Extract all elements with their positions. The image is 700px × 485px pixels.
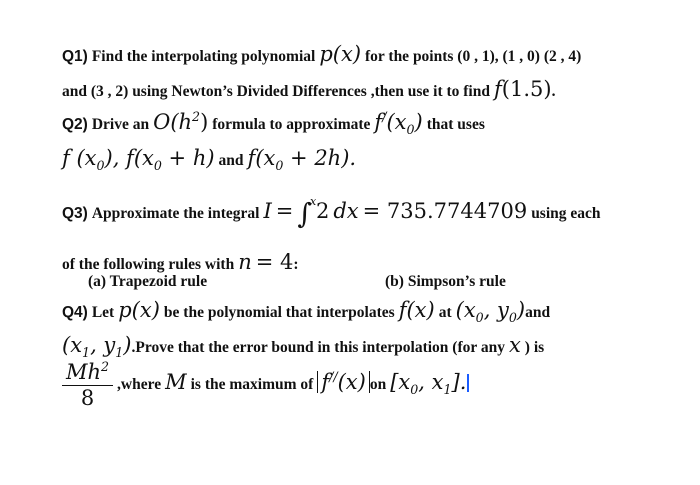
q3-text-a: Approximate the integral bbox=[91, 205, 260, 222]
q4-text-c: .Prove that the error bound in this interpolation (for any bbox=[131, 339, 505, 356]
q4-math-m: M bbox=[165, 370, 187, 395]
q3-math-n: n bbox=[238, 250, 252, 274]
q4-line-1 bbox=[62, 298, 551, 326]
q3-line-2 bbox=[62, 252, 299, 273]
q3-math-eq: = bbox=[275, 199, 294, 223]
q4-text-at: at bbox=[438, 304, 452, 321]
q1-math-f: f bbox=[493, 77, 502, 101]
q3-option-a: (a) Trapezoid rule bbox=[88, 273, 208, 290]
q1-label: Q1) bbox=[62, 48, 88, 65]
q1-math-arg: (1.5) bbox=[501, 77, 552, 101]
q3-options-b bbox=[385, 274, 506, 290]
q3-dx: dx bbox=[333, 199, 359, 223]
q3-value: = 735.7744709 bbox=[362, 199, 528, 223]
q4-text-d: ) is bbox=[524, 339, 545, 356]
q4-math-f: f(x) bbox=[398, 298, 435, 322]
q4-text-f: is the maximum of bbox=[190, 376, 314, 394]
q3-options bbox=[88, 274, 207, 290]
q3-integrand: 2 bbox=[315, 199, 330, 223]
q2-line-1 bbox=[62, 109, 485, 138]
integral-upper-limit: x bbox=[309, 195, 317, 208]
q2-text-a: Drive an bbox=[91, 116, 150, 133]
q4-text-a: Let bbox=[91, 304, 115, 321]
q3-colon: : bbox=[293, 256, 299, 273]
q3-option-b: (b) Simpson’s rule bbox=[385, 273, 506, 290]
q4-label: Q4) bbox=[62, 304, 88, 321]
q4-text-e: ,where bbox=[117, 376, 162, 394]
q1-line-1 bbox=[62, 44, 581, 65]
q2-math-o: $O(h^2)$ bbox=[153, 109, 209, 134]
q4-point-0: ($x_0$, $y_0$) bbox=[455, 298, 526, 326]
q3-label: Q3) bbox=[62, 205, 88, 222]
q3-text-b: using each bbox=[531, 205, 601, 222]
q2-and: and bbox=[218, 152, 244, 169]
q1-tail: . bbox=[551, 83, 556, 100]
q1-line-2 bbox=[62, 79, 555, 100]
fraction-denominator: 8 bbox=[80, 386, 95, 410]
q1-text-a: Find the interpolating polynomial bbox=[91, 48, 316, 65]
fraction-numerator: Mh$^2$ bbox=[62, 362, 113, 386]
q2-text-b: formula to approximate bbox=[212, 116, 371, 133]
q4-line-3 bbox=[62, 359, 469, 410]
q3-line-1 bbox=[62, 195, 601, 230]
q4-text-and: and bbox=[525, 304, 551, 321]
q4-math-p: p(x) bbox=[118, 298, 160, 322]
q1-text-c: and (3 , 2) using Newton’s Divided Differences ,then use it to find bbox=[62, 83, 490, 100]
q2-text-c: that uses bbox=[426, 116, 485, 133]
q4-text-on: on bbox=[369, 376, 387, 394]
q2-math-terms: f $(x_0)$, $f(x_0 + h)$ bbox=[62, 146, 215, 174]
q2-math-last: $f(x_0 + 2h)$. bbox=[247, 146, 357, 174]
q3-math-n-val: = 4 bbox=[255, 250, 294, 274]
q4-text-b: be the polynomial that interpolates bbox=[163, 304, 395, 321]
q4-line-2 bbox=[62, 333, 545, 361]
q4-interval: [$x_0$, $x_1$]. bbox=[390, 370, 467, 398]
q4-point-1: ($x_1$, $y_1$) bbox=[62, 333, 132, 361]
text-cursor bbox=[467, 374, 469, 392]
q2-line-2 bbox=[62, 146, 357, 174]
q2-label: Q2) bbox=[62, 116, 88, 133]
q3-math-i: I bbox=[263, 199, 272, 223]
q4-math-x: x bbox=[508, 333, 521, 357]
q1-math-p: p(x) bbox=[319, 42, 362, 66]
integral-sign: ∫ bbox=[297, 197, 312, 230]
q3-text-c: of the following rules with bbox=[62, 256, 235, 273]
abs-second-derivative: f//(x) bbox=[317, 371, 370, 393]
q2-math-fprime: $f^/(x_0)$ bbox=[374, 109, 423, 138]
q1-text-b: for the points (0 , 1), (1 , 0) (2 , 4) bbox=[365, 48, 582, 65]
error-bound-fraction bbox=[62, 359, 113, 410]
